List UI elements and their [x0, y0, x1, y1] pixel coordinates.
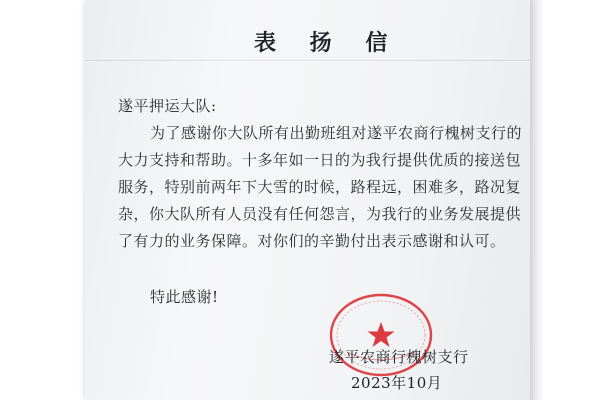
body-line-3: 服务，特别前两年下大雪的时候，路程远，困难多，路况复	[118, 178, 522, 196]
letter-closing: 特此感谢!	[150, 288, 219, 306]
paper-edge-shadow	[530, 0, 544, 400]
body-line-1: 为了感谢你大队所有出勤班组对遂平农商行槐树支行的	[150, 124, 523, 142]
letter-paper	[85, 0, 530, 400]
letter-salutation: 遂平押运大队:	[118, 97, 217, 115]
paper-fold-line	[85, 60, 530, 61]
body-line-5: 了有力的业务保障。对你们的辛勤付出表示感谢和认可。	[118, 232, 506, 250]
body-line-2: 大力支持和帮助。十多年如一日的为我行提供优质的接送包	[118, 151, 522, 169]
body-line-4: 杂，你大队所有人员没有任何怨言，为我行的业务发展提供	[118, 205, 522, 223]
signature-date: 2023年10月	[351, 374, 443, 392]
signature-bank-name: 遂平农商行槐树支行	[329, 348, 469, 366]
letter-title: 表 扬 信	[254, 30, 401, 56]
